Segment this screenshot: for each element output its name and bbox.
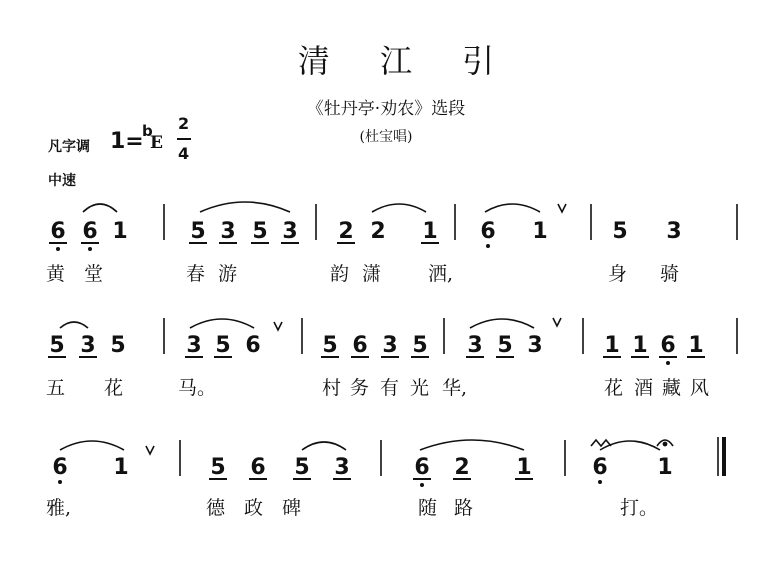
- slur: [470, 319, 534, 328]
- lyric-syllable: 华,: [442, 377, 468, 399]
- slur: [420, 440, 524, 450]
- slur: [60, 322, 88, 328]
- note-digit: 6: [480, 219, 496, 244]
- lyric-syllable: 有: [380, 377, 400, 399]
- note-digit: 6: [660, 333, 676, 358]
- note-digit: 5: [497, 333, 513, 358]
- lyric-syllable: 德: [206, 497, 226, 519]
- lyric-syllable: 风: [690, 377, 710, 399]
- slur: [60, 441, 124, 450]
- note-digit: 6: [250, 455, 266, 480]
- note-digit: 1: [532, 219, 548, 244]
- time-signature-bottom: 4: [178, 144, 190, 163]
- lyric-syllable: 藏: [662, 377, 682, 399]
- lyric-syllable: 村: [322, 377, 342, 399]
- note-digit: 2: [370, 219, 386, 244]
- time-signature-top: 2: [178, 114, 190, 133]
- note-digit: 2: [454, 455, 470, 480]
- octave-dot-below: [598, 480, 602, 484]
- note-digit: 1: [657, 455, 673, 480]
- note-digit: 1: [688, 333, 704, 358]
- lyric-syllable: 五: [46, 377, 66, 399]
- octave-dot-below: [420, 483, 424, 487]
- note-digit: 1: [632, 333, 648, 358]
- note-digit: 3: [382, 333, 398, 358]
- lyric-syllable: 政: [244, 497, 264, 519]
- note-digit: 5: [612, 219, 628, 244]
- lyric-syllable: 堂: [84, 263, 104, 285]
- note-digit: 3: [334, 455, 350, 480]
- octave-dot-below: [666, 361, 670, 365]
- key-signature: 1=: [110, 129, 144, 154]
- note-digit: 5: [252, 219, 268, 244]
- note-digit: 5: [190, 219, 206, 244]
- note-digit: 5: [49, 333, 65, 358]
- note-digit: 6: [352, 333, 368, 358]
- note-digit: 3: [80, 333, 96, 358]
- lyric-syllable: 黄: [46, 263, 66, 285]
- mode-label: 凡字调: [48, 139, 90, 155]
- note-digit: 1: [113, 455, 129, 480]
- lyric-syllable: 光: [410, 377, 430, 399]
- note-digit: 3: [220, 219, 236, 244]
- note-digit: 6: [245, 333, 261, 358]
- note-digit: 5: [294, 455, 310, 480]
- note-digit: 3: [467, 333, 483, 358]
- note-digit: 3: [186, 333, 202, 358]
- subtitle: 《牡丹亭·劝农》选段: [306, 99, 466, 119]
- slur: [200, 202, 290, 212]
- lyric-syllable: 花: [104, 377, 124, 399]
- octave-dot-below: [88, 247, 92, 251]
- note-digit: 6: [414, 455, 430, 480]
- note-digit: 6: [52, 455, 68, 480]
- slur: [485, 204, 540, 212]
- slur: [600, 441, 660, 450]
- lyric-syllable: 身: [608, 263, 628, 285]
- note-digit: 6: [50, 219, 66, 244]
- breath-mark: [558, 204, 566, 212]
- lyrics-layer: [46, 263, 709, 519]
- key-letter: E: [150, 133, 163, 153]
- note-digit: 6: [82, 219, 98, 244]
- tempo-mark: 中速: [48, 173, 76, 189]
- lyric-syllable: 骑: [660, 263, 680, 285]
- breath-mark: [146, 446, 154, 454]
- note-digit: 1: [516, 455, 532, 480]
- breath-mark: [274, 322, 282, 330]
- lyric-syllable: 酒: [634, 377, 654, 399]
- slur: [190, 319, 254, 328]
- note-digit: 3: [282, 219, 298, 244]
- lyric-syllable: 路: [454, 497, 474, 519]
- lyric-syllable: 务: [350, 377, 370, 399]
- lyric-syllable: 游: [218, 263, 238, 285]
- note-digit: 1: [604, 333, 620, 358]
- lyric-syllable: 马。: [178, 377, 217, 399]
- lyric-syllable: 雅,: [46, 497, 72, 519]
- slur: [83, 204, 117, 212]
- lyric-syllable: 碑: [282, 497, 302, 519]
- note-digit: 3: [666, 219, 682, 244]
- lyric-syllable: 春: [186, 263, 206, 285]
- slur: [372, 204, 426, 212]
- lyric-syllable: 韵: [330, 263, 350, 285]
- note-digit: 2: [338, 219, 354, 244]
- singer-note: (杜宝唱): [359, 129, 413, 145]
- breath-mark: [553, 318, 561, 326]
- note-digit: 6: [592, 455, 608, 480]
- note-digit: 5: [412, 333, 428, 358]
- lyric-syllable: 花: [604, 377, 624, 399]
- slur: [302, 442, 346, 450]
- note-digit: 3: [527, 333, 543, 358]
- lyric-syllable: 打。: [620, 497, 659, 519]
- note-digit: 1: [422, 219, 438, 244]
- fermata-dot: [663, 442, 666, 445]
- octave-dot-below: [56, 247, 60, 251]
- note-digit: 5: [215, 333, 231, 358]
- note-digit: 1: [112, 219, 128, 244]
- note-digit: 5: [322, 333, 338, 358]
- lyric-syllable: 洒,: [428, 263, 454, 285]
- note-digit: 5: [110, 333, 126, 358]
- key-flat: b: [142, 122, 153, 140]
- note-digit: 5: [210, 455, 226, 480]
- page-title: 清 江 引: [297, 42, 515, 80]
- lyric-syllable: 随: [418, 497, 438, 519]
- lyric-syllable: 潇: [362, 263, 382, 285]
- octave-dot-below: [486, 244, 490, 248]
- octave-dot-below: [58, 480, 62, 484]
